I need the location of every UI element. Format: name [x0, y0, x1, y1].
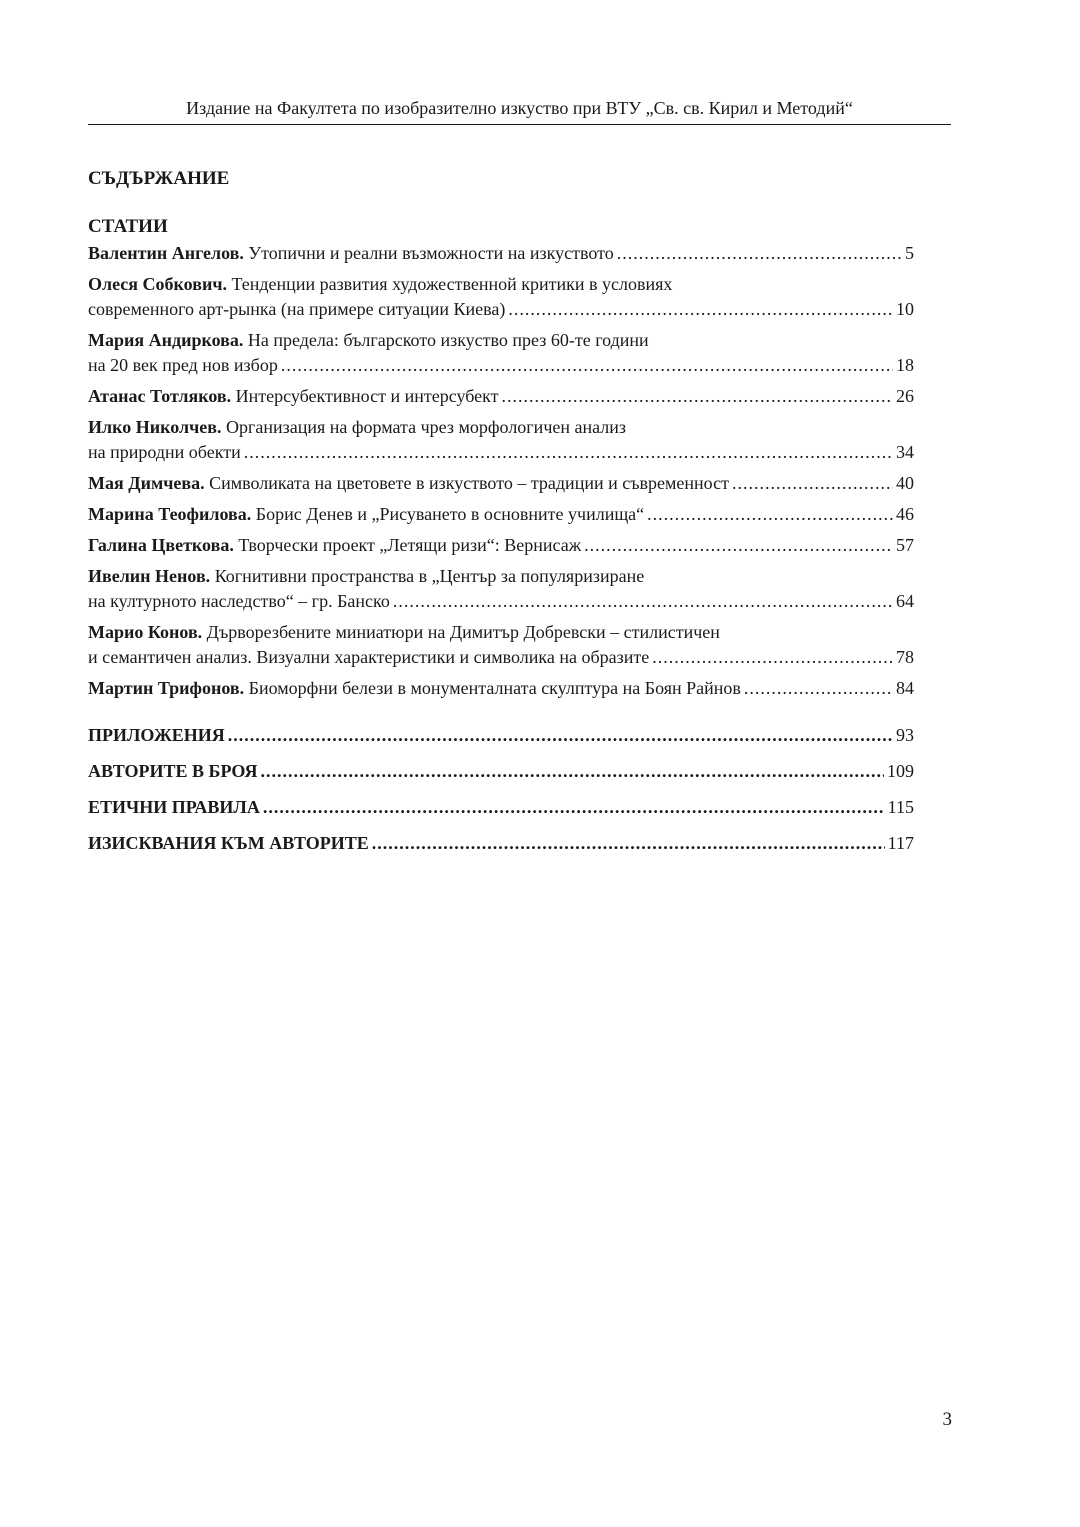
- toc-entry[interactable]: [88, 241, 914, 266]
- toc-entry[interactable]: [88, 415, 914, 465]
- entry-title: Утопични и реални възможности на изкуството: [248, 243, 614, 263]
- dot-leader: [732, 471, 893, 496]
- entry-page: 5: [905, 243, 914, 263]
- toc-entry[interactable]: [88, 328, 914, 378]
- entry-title-line1: Дърворезбените миниатюри на Димитър Добревски – стилистичен: [206, 622, 720, 642]
- toc-entry-appendices[interactable]: [88, 723, 914, 748]
- toc-entry[interactable]: [88, 564, 914, 614]
- entry-page: 117: [887, 833, 914, 853]
- dot-leader: [260, 759, 884, 784]
- entry-page: 26: [896, 386, 914, 406]
- entry-author: Марио Конов.: [88, 622, 203, 642]
- dot-leader: [617, 241, 902, 266]
- dot-leader: [263, 795, 885, 820]
- entry-author: Мая Димчева.: [88, 473, 205, 493]
- entry-title: Интерсубективност и интерсубект: [235, 386, 499, 406]
- dot-leader: [281, 353, 893, 378]
- header-rule: [88, 124, 951, 125]
- dot-leader: [508, 297, 893, 322]
- entry-title: современного арт-рынка (на примере ситуации Киева): [88, 299, 506, 319]
- toc-entry[interactable]: [88, 502, 914, 527]
- toc-back-matter: [88, 723, 914, 856]
- entry-title: на природни обекти: [88, 442, 241, 462]
- entry-page: 64: [896, 591, 914, 611]
- dot-leader: [502, 384, 893, 409]
- dot-leader: [244, 440, 893, 465]
- dot-leader: [393, 589, 893, 614]
- entry-page: 57: [896, 535, 914, 555]
- entry-title: ЕТИЧНИ ПРАВИЛА: [88, 797, 260, 817]
- entry-author: Марина Теофилова.: [88, 504, 252, 524]
- entry-page: 10: [896, 299, 914, 319]
- entry-author: Галина Цветкова.: [88, 535, 234, 555]
- toc-entry[interactable]: [88, 676, 914, 701]
- entry-title: ИЗИСКВАНИЯ КЪМ АВТОРИТЕ: [88, 833, 369, 853]
- toc-entry[interactable]: [88, 272, 914, 322]
- entry-title: ПРИЛОЖЕНИЯ: [88, 725, 225, 745]
- entry-author: Валентин Ангелов.: [88, 243, 244, 263]
- entry-title: АВТОРИТЕ В БРОЯ: [88, 761, 258, 781]
- entry-author: Ивелин Ненов.: [88, 566, 211, 586]
- toc-entry-ethics[interactable]: [88, 795, 914, 820]
- entry-title: и семантичен анализ. Визуални характеристики и символика на образите: [88, 647, 650, 667]
- dot-leader: [372, 831, 885, 856]
- entry-page: 93: [896, 725, 914, 745]
- dot-leader: [744, 676, 893, 701]
- dot-leader: [584, 533, 893, 558]
- dot-leader: [647, 502, 893, 527]
- entry-title: на културното наследство“ – гр. Банско: [88, 591, 390, 611]
- entry-author: Мария Андиркова.: [88, 330, 244, 350]
- entry-page: 34: [896, 442, 914, 462]
- entry-page: 78: [896, 647, 914, 667]
- entry-title: Символиката на цветовете в изкуството – традиции и съвременност: [209, 473, 729, 493]
- entry-title: Творчески проект „Летящи ризи“: Вернисаж: [238, 535, 582, 555]
- entry-title-line1: Тенденции развития художественной критики в условиях: [231, 274, 673, 294]
- page-number: 3: [942, 1409, 952, 1430]
- toc-entry-requirements[interactable]: [88, 831, 914, 856]
- running-header: Издание на Факултета по изобразително изкуство при ВТУ „Св. св. Кирил и Методий“: [186, 98, 853, 118]
- toc-entry[interactable]: [88, 471, 914, 496]
- entry-title-line1: Когнитивни пространства в „Център за популяризиране: [214, 566, 645, 586]
- entry-title: на 20 век пред нов избор: [88, 355, 278, 375]
- entry-author: Илко Николчев.: [88, 417, 222, 437]
- entry-author: Олеся Собкович.: [88, 274, 227, 294]
- toc-entry-authors[interactable]: [88, 759, 914, 784]
- dot-leader: [228, 723, 893, 748]
- entry-page: 84: [896, 678, 914, 698]
- entry-author: Мартин Трифонов.: [88, 678, 245, 698]
- toc-entry[interactable]: [88, 384, 914, 409]
- entry-title-line1: Организация на формата чрез морфологичен анализ: [225, 417, 626, 437]
- section-title-articles: СТАТИИ: [88, 216, 168, 237]
- entry-title: Биоморфни белези в монументалната скулптура на Боян Райнов: [248, 678, 741, 698]
- toc-title: СЪДЪРЖАНИЕ: [88, 168, 230, 189]
- entry-author: Атанас Тотляков.: [88, 386, 232, 406]
- entry-page: 18: [896, 355, 914, 375]
- table-of-contents: [88, 166, 914, 867]
- entry-page: 40: [896, 473, 914, 493]
- entry-page: 109: [887, 761, 914, 781]
- entry-title-line1: На предела: българското изкуство през 60-те години: [247, 330, 649, 350]
- entry-page: 46: [896, 504, 914, 524]
- dot-leader: [652, 645, 893, 670]
- entry-page: 115: [887, 797, 914, 817]
- toc-entry[interactable]: [88, 620, 914, 670]
- entry-title: Борис Денев и „Рисуването в основните училища“: [255, 504, 645, 524]
- toc-entry[interactable]: [88, 533, 914, 558]
